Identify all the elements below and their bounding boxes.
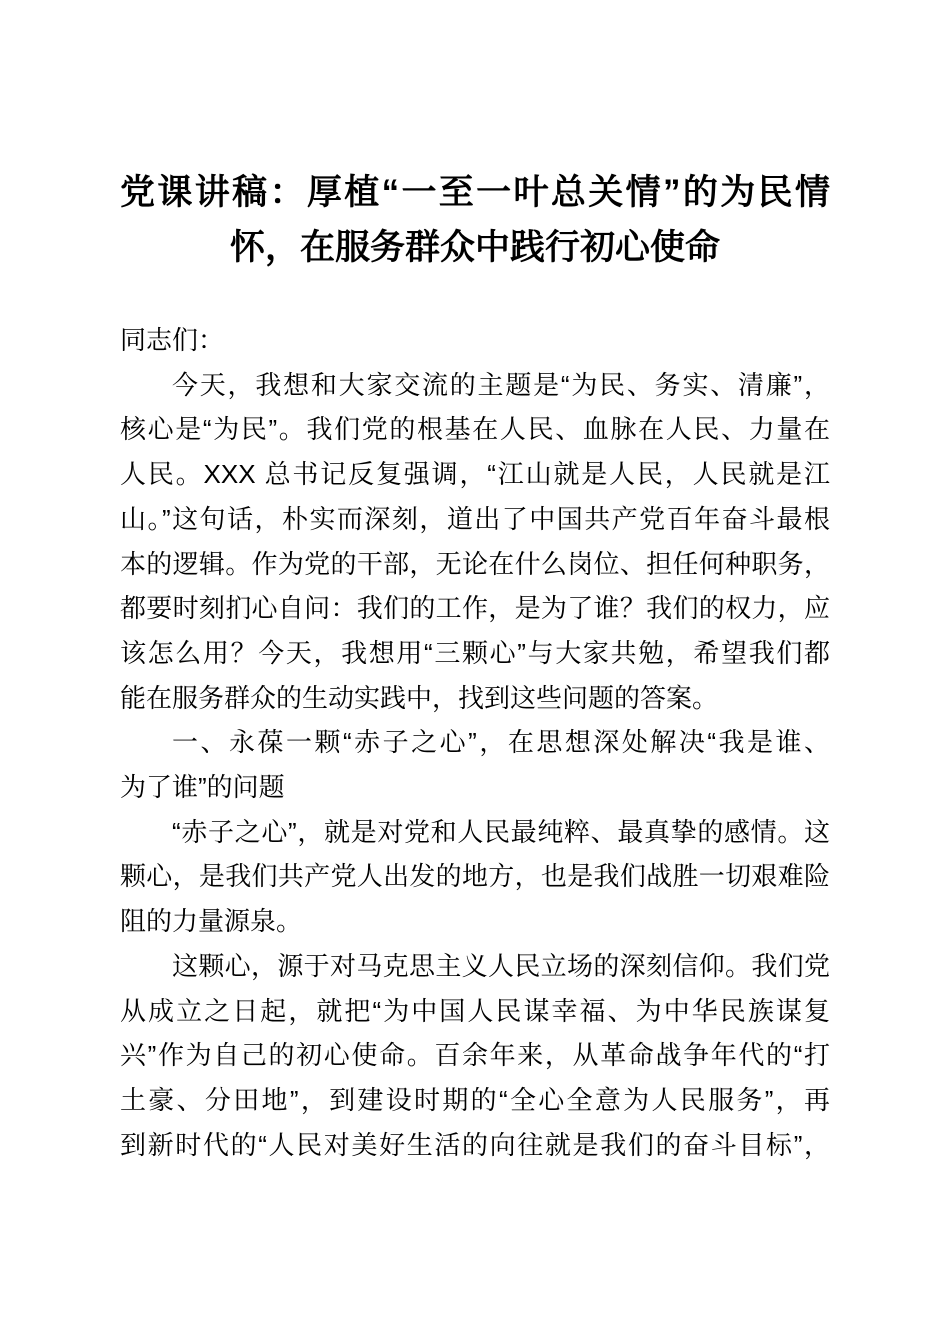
paragraph-line: 今天，我想和大家交流的主题是“为民、务实、清廉”， (172, 369, 830, 400)
paragraph-line: 土豪、分田地”，到建设时期的“全心全意为人民服务”，再 (120, 1084, 830, 1115)
section-heading-line: 一、永葆一颗“赤子之心”，在思想深处解决“我是谁、 (172, 727, 830, 758)
document-title (120, 0, 830, 275)
paragraph-line: 兴”作为自己的初心使命。百余年来，从革命战争年代的“打 (120, 1040, 830, 1071)
document-body (120, 318, 830, 1167)
paragraph-line: 山。”这句话，朴实而深刻，道出了中国共产党百年奋斗最根 (120, 503, 830, 534)
title-line: 怀，在服务群众中践行初心使命 (229, 228, 720, 267)
paragraph-line: 到新时代的“人民对美好生活的向往就是我们的奋斗目标”， (120, 1129, 830, 1160)
paragraph-line: 颗心，是我们共产党人出发的地方，也是我们战胜一切艰难险 (120, 861, 830, 892)
paragraph-line: 这颗心，源于对马克思主义人民立场的深刻信仰。我们党 (172, 950, 830, 981)
paragraph-line: “赤子之心”，就是对党和人民最纯粹、最真挚的感情。这 (172, 816, 830, 847)
paragraph-line: 从成立之日起，就把“为中国人民谋幸福、为中华民族谋复 (120, 995, 830, 1026)
paragraph-line: 都要时刻扪心自问：我们的工作，是为了谁？我们的权力，应 (120, 593, 830, 624)
paragraph-line: 阻的力量源泉。 (120, 906, 303, 937)
paragraph-line: 该怎么用？今天，我想用“三颗心”与大家共勉，希望我们都 (120, 637, 830, 668)
paragraph-line: 人民。XXX 总书记反复强调，“江山就是人民，人民就是江 (120, 459, 830, 490)
paragraph-line: 核心是“为民”。我们党的根基在人民、血脉在人民、力量在 (120, 414, 830, 445)
section-heading-line: 为了谁”的问题 (120, 772, 285, 803)
paragraph-line: 能在服务群众的生动实践中，找到这些问题的答案。 (120, 682, 719, 713)
salutation-line: 同志们： (120, 325, 225, 355)
title-line: 党课讲稿：厚植“一至一叶总关情”的为民情 (120, 173, 830, 212)
paragraph-line: 本的逻辑。作为党的干部，无论在什么岗位、担任何种职务， (120, 548, 830, 579)
